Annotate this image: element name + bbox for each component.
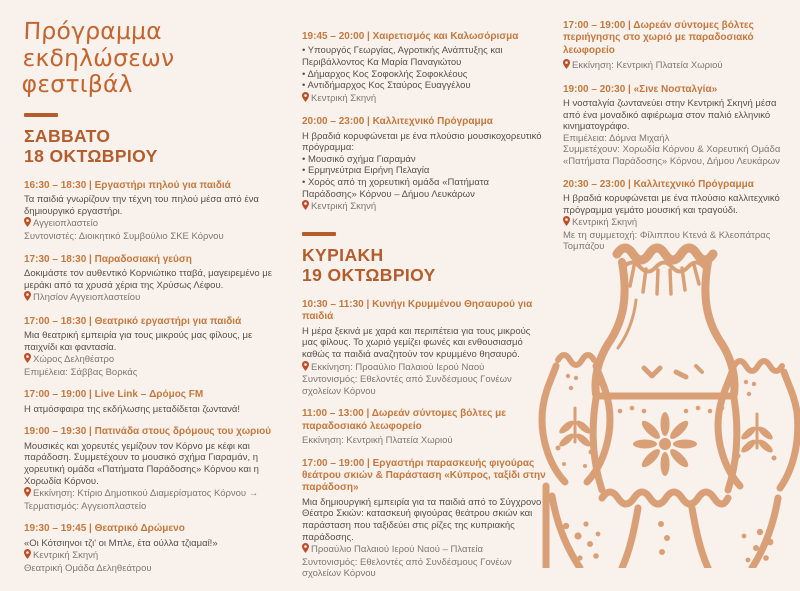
event-location-text: Κεντρική Σκηνή	[572, 217, 638, 229]
event-body: Μια θεατρική εμπειρία για τους μικρούς μας φίλους, με παιχνίδι και φαντασία.	[24, 330, 253, 353]
event-heading: 17:00 – 19:00 | Εργαστήρι παρασκευής φιγούρας θεάτρου σκιών & Παράσταση «Κύπρος, ταξίδι στην παράδοση»	[302, 457, 546, 494]
event-body: Η βραδιά κορυφώνεται με ένα πλούσιο καλλιτεχνικό πρόγραμμα γεμάτο μουσική και τραγούδι.	[563, 193, 780, 216]
event-heading: 19:00 – 19:30 | Πατινάδα στους δρόμους του χωριού	[24, 426, 272, 438]
event-meta: Συντονισμός: Εθελοντές από Συνδέσμους Γονέων σχολείων Κόρνου	[302, 374, 512, 397]
page-title-line: Πρόγραμμα	[23, 17, 163, 45]
event-location	[302, 92, 546, 106]
event-meta: Επιμέλεια: Σάββας Βορκάς	[24, 366, 138, 378]
map-pin-icon	[302, 543, 309, 557]
divider	[302, 232, 336, 236]
event	[24, 523, 276, 574]
event-bullet: • Ερμηνεύτρια Ειρήνη Πελαγία	[302, 165, 430, 177]
event-bullet: • Υπουργός Γεωργίας, Αγροτικής Ανάπτυξης και Περιβάλλοντος Κα Μαρία Παναγιώτου	[302, 45, 503, 68]
day-name: ΚΥΡΙΑΚΗ	[302, 244, 384, 265]
event	[24, 254, 276, 305]
event-location	[24, 291, 276, 305]
page-title-line: εκδηλώσεων	[22, 43, 175, 72]
event-location	[302, 200, 546, 214]
event	[563, 84, 795, 168]
event-location	[24, 217, 276, 231]
event-body: Η βραδιά κορυφώνεται με ένα πλούσιο μουσικοχορευτικό πρόγραμμα:	[302, 130, 542, 154]
event-heading: 16:30 – 18:30 | Εργαστήρι πηλού για παιδιά	[24, 179, 231, 191]
event-bullet: • Δήμαρχος Κος Σοφοκλής Σοφοκλέους	[302, 68, 468, 80]
event-heading: 20:30 – 23:00 | Καλλιτεχνικό Πρόγραμμα	[563, 178, 754, 190]
event-location-text: Κεντρική Σκηνή	[311, 201, 377, 213]
event-meta: Επιμέλεια: Δόμνα Μιχαήλ	[563, 132, 670, 144]
divider	[24, 113, 58, 117]
event-meta: Συντονισμός: Εθελοντές από Συνδέσμους Γονέων σχολείων Κόρνου	[302, 556, 512, 580]
event-body: «Οι Κότσιηνοι τζι' οι Μπλε, έτα ούλλα τζιαμαί!»	[24, 537, 218, 549]
event-heading: 20:00 – 23:00 | Καλλιτεχνικό Πρόγραμμα	[302, 116, 493, 128]
column-left	[21, 17, 276, 585]
event-location-text: Εκκίνηση: Κτίριο Δημοτικού Διαμερίσματος Κόρνου → Τερματισμός: Αγγειοπλαστείο	[24, 488, 259, 512]
event	[24, 316, 276, 379]
map-pin-icon	[24, 353, 31, 367]
event	[24, 180, 276, 243]
event-meta: Συμμετέχουν: Χορωδία Κόρνου & Χορευτική Ομάδα «Πατήματα Παράδοσης» Κόρνου, Δήμου Λευκάρων	[563, 144, 781, 168]
event-body: Η ατμόσφαιρα της εκδήλωσης μεταδίδεται ζωντανά!	[24, 403, 241, 415]
page-title-line: φεστιβάλ	[21, 70, 134, 99]
map-pin-icon	[302, 200, 309, 214]
event-location-text: Εκκίνηση: Προαύλιο Παλαιού Ιερού Ναού	[311, 361, 485, 373]
event-location-text: Κεντρική Σκηνή	[33, 550, 99, 562]
event	[24, 389, 276, 415]
event-meta: Εκκίνηση: Κεντρική Πλατεία Χωριού	[302, 435, 453, 447]
pottery-illustration	[538, 236, 800, 568]
day-name: ΣΑΒΒΑΤΟ	[24, 125, 111, 146]
day-date: 18 ΟΚΤΩΒΡΙΟΥ	[24, 146, 158, 167]
event-body: Δοκιμάστε τον αυθεντικό Κορνιώτικο τταβά, μαγειρεμένο με μεράκι από τα χρυσά χέρια της Χρύσως Λέφου.	[24, 268, 272, 291]
event-heading: 17:00 – 18:30 | Θεατρικό εργαστήρι για παιδιά	[24, 315, 242, 327]
map-pin-icon	[302, 361, 309, 375]
event-body: Η μέρα ξεκινά με χαρά και περιπέτεια για τους μικρούς μας φίλους. Το χωριό γεμίζει φωνές και ενθουσιασμό καθώς τα παιδιά αναζητούν τον κρυμμένο θησαυρό.	[302, 325, 531, 360]
event-location-text: Χώρος Δεληθέατρο	[33, 354, 115, 366]
event-location	[563, 216, 795, 230]
event-location-text: Προαύλιο Παλαιού Ιερού Ναού – Πλατεία	[311, 544, 484, 556]
event-location	[24, 549, 276, 563]
column-middle	[302, 31, 546, 591]
event	[302, 299, 546, 397]
page-title	[21, 18, 276, 98]
event	[24, 426, 276, 512]
event	[302, 458, 546, 580]
event-heading: 19:00 – 20:30 | «Σινε Νοσταλγία»	[563, 83, 718, 95]
map-pin-icon	[563, 216, 570, 230]
column-right	[563, 20, 795, 264]
event-meta: Με τη συμμετοχή: Φίλιππου Κτενά & Κλεοπάτρας Τομπάζου	[563, 229, 771, 253]
event	[302, 408, 546, 446]
map-pin-icon	[563, 59, 570, 73]
event-location-text: Πλησίον Αγγειοπλαστείου	[33, 292, 141, 304]
event-location-text: Αγγειοπλαστείο	[33, 218, 99, 230]
event-location	[563, 59, 795, 73]
event-location-text: Κεντρική Σκηνή	[311, 92, 377, 104]
event-body: Μια δημιουργική εμπειρία για τα παιδιά από το Σύγχρονο Θέατρο Σκιών: κατασκευή φιγούρας θεάτρου σκιών και παράσταση που ταξιδεύει στις ρίζες της κυπριακής παράδοσης.	[302, 496, 542, 543]
event	[563, 20, 795, 73]
event-heading: 17:00 – 19:00 | Δωρεάν σύντομες βόλτες περιήγησης στο χωριό με παραδοσιακό λεωφορείο	[563, 20, 754, 56]
event-body: Μουσικές και χορευτές γεμίζουν τον Κόρνο με κέφι και παράδοση. Συμμετέχουν το μουσικό σχήμα Γιαραμάν, η χορευτική ομάδα «Πατήματα Παράδοσης» Κόρνου και η Χορωδία Κόρνου.	[24, 440, 259, 487]
map-pin-icon	[24, 291, 31, 305]
event-heading: 17:00 – 19:00 | Live Link – Δρόμος FM	[24, 389, 204, 401]
day-date: 19 ΟΚΤΩΒΡΙΟΥ	[302, 265, 436, 286]
event-location-text: Εκκίνηση: Κεντρική Πλατεία Χωριού	[572, 60, 723, 72]
event-bullet: • Αντιδήμαρχος Κος Σταύρος Ευαγγέλου	[302, 80, 471, 92]
map-pin-icon	[24, 217, 31, 231]
event	[302, 31, 546, 105]
event-meta: Συντονιστές: Διοικητικό Συμβούλιο ΣΚΕ Κόρνου	[24, 231, 224, 243]
map-pin-icon	[24, 549, 31, 563]
event-body: Τα παιδιά γνωρίζουν την τέχνη του πηλού μέσα από ένα δημιουργικό εργαστήρι.	[24, 194, 259, 217]
event-heading: 11:00 – 13:00 | Δωρεάν σύντομες βόλτες με παραδοσιακό λεωφορείο	[302, 408, 506, 432]
day-header-sunday	[302, 245, 546, 286]
event-location	[24, 353, 276, 367]
event	[302, 116, 546, 213]
event-heading: 19:30 – 19:45 | Θεατρικό Δρώμενο	[24, 523, 185, 535]
event-location	[302, 361, 546, 375]
event-location	[302, 543, 546, 557]
event-bullet: • Μουσικό σχήμα Γιαραμάν	[302, 153, 416, 165]
map-pin-icon	[24, 487, 31, 501]
map-pin-icon	[302, 92, 309, 106]
event-bullet: • Χορός από τη χορευτική ομάδα «Πατήματα Παράδοσης» Κόρνου – Δήμου Λευκάρων	[302, 176, 489, 200]
event-heading: 10:30 – 11:30 | Κυνήγι Κρυμμένου Θησαυρού για παιδιά	[302, 299, 533, 323]
event-meta: Θεατρική Ομάδα Δεληθεάτρου	[24, 562, 152, 574]
event-heading: 17:30 – 18:30 | Παραδοσιακή γεύση	[24, 253, 192, 265]
day-header-saturday	[24, 126, 276, 167]
event-body: Η νοσταλγία ζωντανεύει στην Κεντρική Σκηνή μέσα από ένα μοναδικό αφιέρωμα στον παλιό ελληνικό κινηματογράφο.	[563, 98, 777, 133]
event-location	[24, 487, 276, 512]
event-heading: 19:45 – 20:00 | Χαιρετισμός και Καλωσόρισμα	[302, 31, 519, 42]
